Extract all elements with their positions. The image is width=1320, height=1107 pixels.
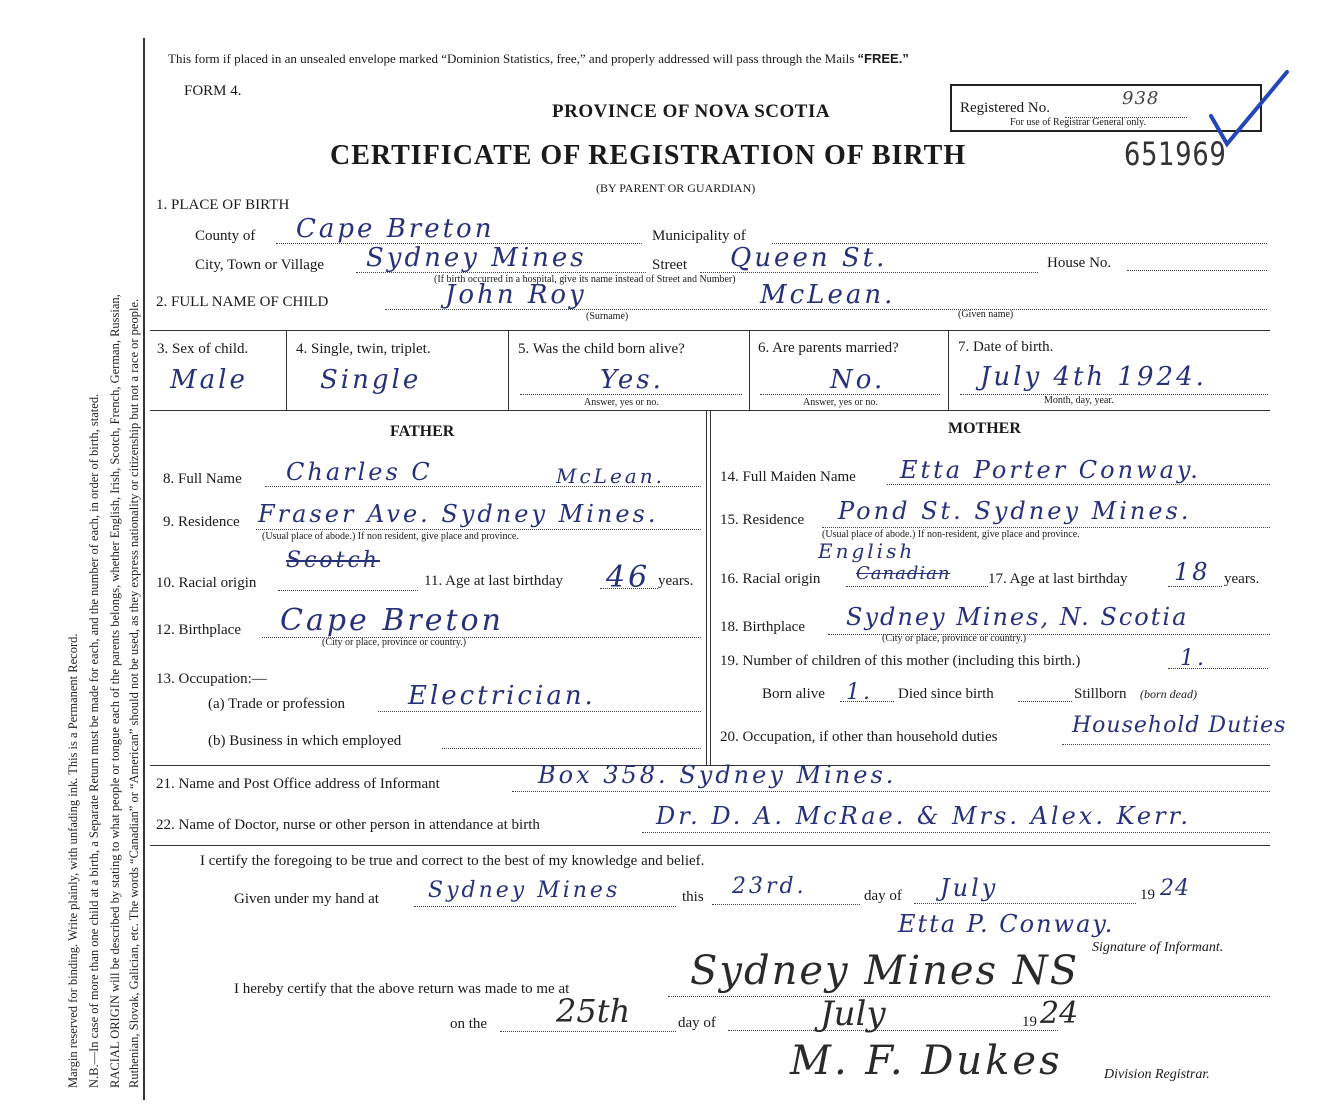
registrar-day-line [500, 1031, 676, 1032]
mother-birthplace-caption: (City or place, province or country.) [882, 633, 1027, 644]
parents-married-question: 6. Are parents married? [758, 340, 899, 356]
mother-died-label: Died since birth [898, 686, 994, 702]
father-name-label: 8. Full Name [163, 471, 242, 487]
page-subtitle: (BY PARENT OR GUARDIAN) [596, 181, 756, 195]
rule-parent-divider-2 [710, 410, 711, 765]
date-of-birth-line [960, 394, 1268, 395]
mother-residence-caption: (Usual place of abode.) If non-resident, give place and province. [822, 529, 1080, 540]
mother-occupation-line [1062, 744, 1270, 745]
mother-died-line [1018, 701, 1072, 702]
father-business-label: (b) Business in which employed [208, 733, 402, 749]
doctor-value: Dr. D. A. McRae. & Mrs. Alex. Kerr. [656, 802, 1192, 830]
page-title: CERTIFICATE OF REGISTRATION OF BIRTH [330, 140, 967, 171]
mother-residence-line [822, 527, 1270, 528]
mother-stillborn-label: Stillborn [1074, 686, 1127, 702]
informant-signature-caption: Signature of Informant. [1092, 940, 1224, 955]
father-trade-label: (a) Trade or profession [208, 696, 346, 712]
given-day-line [712, 904, 860, 905]
father-racial-label: 10. Racial origin [156, 575, 257, 591]
father-age-label: 11. Age at last birthday [424, 573, 563, 589]
rule-grid-1 [286, 330, 287, 410]
mother-residence-label: 15. Residence [720, 512, 805, 528]
given-this-label: this [682, 889, 704, 905]
margin-note-3: RACIAL ORIGIN will be described by stating to what people or tongue each of the parents belongs, whether English, Irish, Scotch, French, German, Russian, [108, 294, 122, 1088]
father-trade-line [378, 711, 701, 712]
rule-grid-2 [508, 330, 509, 410]
mother-birthplace-value: Sydney Mines, N. Scotia [846, 603, 1189, 631]
father-age-unit: years. [658, 573, 694, 589]
province-heading: PROVINCE OF NOVA SCOTIA [552, 101, 831, 122]
father-occupation-label: 13. Occupation:— [156, 671, 267, 687]
house-no-line [1127, 270, 1267, 271]
registrar-day-value: 25th [556, 992, 631, 1030]
given-year-prefix: 19 [1140, 887, 1155, 903]
mother-age-line [1168, 586, 1222, 587]
margin-rule [143, 38, 145, 1100]
date-of-birth-caption: Month, day, year. [1044, 395, 1114, 406]
father-name-value: Charles C [286, 458, 433, 486]
informant-line [512, 791, 1270, 792]
registrar-year-prefix: 19 [1022, 1014, 1037, 1030]
street-label: Street [652, 257, 687, 273]
plurality-label: 4. Single, twin, triplet. [296, 341, 431, 357]
given-place-value: Sydney Mines [428, 878, 621, 903]
mother-born-alive-value: 1. [846, 680, 873, 705]
form-number: FORM 4. [184, 83, 242, 99]
mother-occupation-label: 20. Occupation, if other than household duties [720, 729, 998, 745]
father-racial-line [278, 590, 418, 591]
mother-name-label: 14. Full Maiden Name [720, 469, 856, 485]
street-value: Queen St. [730, 243, 888, 273]
father-business-line [442, 748, 701, 749]
born-alive-caption: Answer, yes or no. [584, 397, 659, 408]
parents-married-answer: No. [830, 365, 886, 395]
doctor-line [642, 832, 1270, 833]
father-surname-value: McLean. [556, 464, 665, 488]
given-day-value: 23rd. [732, 874, 807, 899]
child-given-name-value: John Roy [445, 280, 587, 310]
certificate-number: 651969 [1124, 135, 1227, 173]
doctor-label: 22. Name of Doctor, nurse or other person in attendance at birth [156, 817, 540, 833]
born-alive-answer: Yes. [600, 365, 664, 395]
given-month-value: July [940, 874, 999, 902]
registrar-on-the-label: on the [450, 1016, 488, 1032]
registrar-statement: I hereby certify that the above return was made to me at [234, 981, 570, 997]
mother-birthplace-label: 18. Birthplace [720, 619, 805, 635]
municipality-label: Municipality of [652, 228, 746, 244]
rule-certification [150, 845, 1270, 846]
rule-grid-4 [948, 330, 949, 410]
mother-racial-line [846, 586, 988, 587]
father-birthplace-label: 12. Birthplace [156, 622, 241, 638]
given-place-line [414, 906, 676, 907]
informant-value: Box 358. Sydney Mines. [538, 761, 897, 789]
mother-born-alive-label: Born alive [762, 686, 825, 702]
father-residence-label: 9. Residence [163, 514, 240, 530]
margin-note-2: N.B.—In case of more than one child at a birth, a Separate Return must be made for each, and the number of each, in order of birth, stated. [87, 393, 101, 1088]
given-month-line [914, 903, 1136, 904]
mother-stillborn-caption: (born dead) [1140, 687, 1197, 701]
father-heading: FATHER [390, 423, 455, 440]
registered-no-label: Registered No. [960, 100, 1050, 116]
city-label: City, Town or Village [195, 257, 325, 273]
given-name-caption: (Given name) [958, 309, 1014, 320]
sex-value: Male [170, 365, 248, 395]
rule-top-grid [150, 330, 1270, 331]
mother-heading: MOTHER [948, 420, 1021, 437]
certification-statement: I certify the foregoing to be true and correct to the best of my knowledge and belief. [200, 853, 705, 869]
father-trade-value: Electrician. [408, 681, 596, 711]
sex-label: 3. Sex of child. [157, 341, 249, 357]
registrar-caption: Division Registrar. [1104, 1067, 1210, 1082]
mail-note-free: “FREE.” [857, 51, 909, 66]
father-residence-value: Fraser Ave. Sydney Mines. [258, 500, 659, 528]
father-age-value: 46 [606, 560, 651, 595]
father-residence-caption: (Usual place of abode.) If non resident, give place and province. [262, 531, 519, 542]
father-residence-line [256, 529, 701, 530]
child-name-label: 2. FULL NAME OF CHILD [156, 294, 329, 310]
given-year-value: 24 [1160, 876, 1190, 901]
mother-children-value: 1. [1180, 646, 1207, 671]
mother-age-unit: years. [1224, 571, 1260, 587]
margin-note-1: Margin reserved for binding. Write plainly, with unfading ink. This is a Permanent Record. [66, 633, 80, 1088]
mother-racial-value: English [818, 539, 916, 563]
father-birthplace-caption: (City or place, province or country.) [322, 637, 467, 648]
date-of-birth-value: July 4th 1924. [980, 362, 1207, 392]
mother-age-value: 18 [1174, 558, 1211, 586]
registrar-day-of-label: day of [678, 1015, 716, 1031]
mother-name-line [887, 484, 1270, 485]
informant-signature: Etta P. Conway. [898, 910, 1115, 938]
registered-no-note: For use of Registrar General only. [1010, 117, 1146, 128]
county-value: Cape Breton [296, 214, 495, 244]
child-surname-value: McLean. [760, 280, 896, 310]
father-birthplace-value: Cape Breton [280, 603, 504, 638]
father-racial-value: Scotch [286, 548, 380, 573]
hospital-note: (If birth occurred in a hospital, give its name instead of Street and Number) [434, 274, 736, 285]
rule-grid-3 [749, 330, 750, 410]
informant-label: 21. Name and Post Office address of Informant [156, 776, 440, 792]
place-of-birth-label: 1. PLACE OF BIRTH [156, 197, 290, 213]
parents-married-caption: Answer, yes or no. [803, 397, 878, 408]
born-alive-question: 5. Was the child born alive? [518, 341, 685, 357]
registrar-place-value: Sydney Mines NS [690, 948, 1080, 994]
registrar-signature: M. F. Dukes [790, 1038, 1063, 1084]
plurality-value: Single [320, 365, 422, 395]
mother-residence-value: Pond St. Sydney Mines. [838, 497, 1192, 525]
margin-note-4: Ruthenian, Slovak, Galician, etc. The words “Canadian” or “American” should not be used, as they express nationality or citizenship but not a race or people. [127, 298, 141, 1088]
mother-racial-struck: Canadian [856, 563, 951, 584]
given-under-hand-label: Given under my hand at [234, 891, 379, 907]
registrar-place-line [668, 996, 1270, 997]
mail-note [168, 51, 909, 67]
date-of-birth-label: 7. Date of birth. [958, 339, 1054, 355]
registered-no-value: 938 [1122, 88, 1160, 109]
county-label: County of [195, 228, 256, 244]
mother-age-label: 17. Age at last birthday [988, 571, 1128, 587]
registrar-month-value: July [820, 994, 886, 1034]
mother-occupation-value: Household Duties [1072, 713, 1287, 738]
city-value: Sydney Mines [366, 243, 587, 273]
mail-note-text: This form if placed in an unsealed envelope marked “Dominion Statistics, free,” and properly addressed will pass through the Mails [168, 51, 855, 66]
rule-parent-divider [706, 410, 707, 765]
given-day-of-label: day of [864, 888, 902, 904]
surname-caption: (Surname) [586, 311, 629, 322]
registrar-year-value: 24 [1040, 996, 1079, 1031]
registrar-month-line [728, 1030, 1058, 1031]
mother-name-value: Etta Porter Conway. [900, 456, 1201, 484]
mother-racial-label: 16. Racial origin [720, 571, 821, 587]
house-no-label: House No. [1047, 255, 1112, 271]
mother-children-label: 19. Number of children of this mother (including this birth.) [720, 653, 1081, 669]
